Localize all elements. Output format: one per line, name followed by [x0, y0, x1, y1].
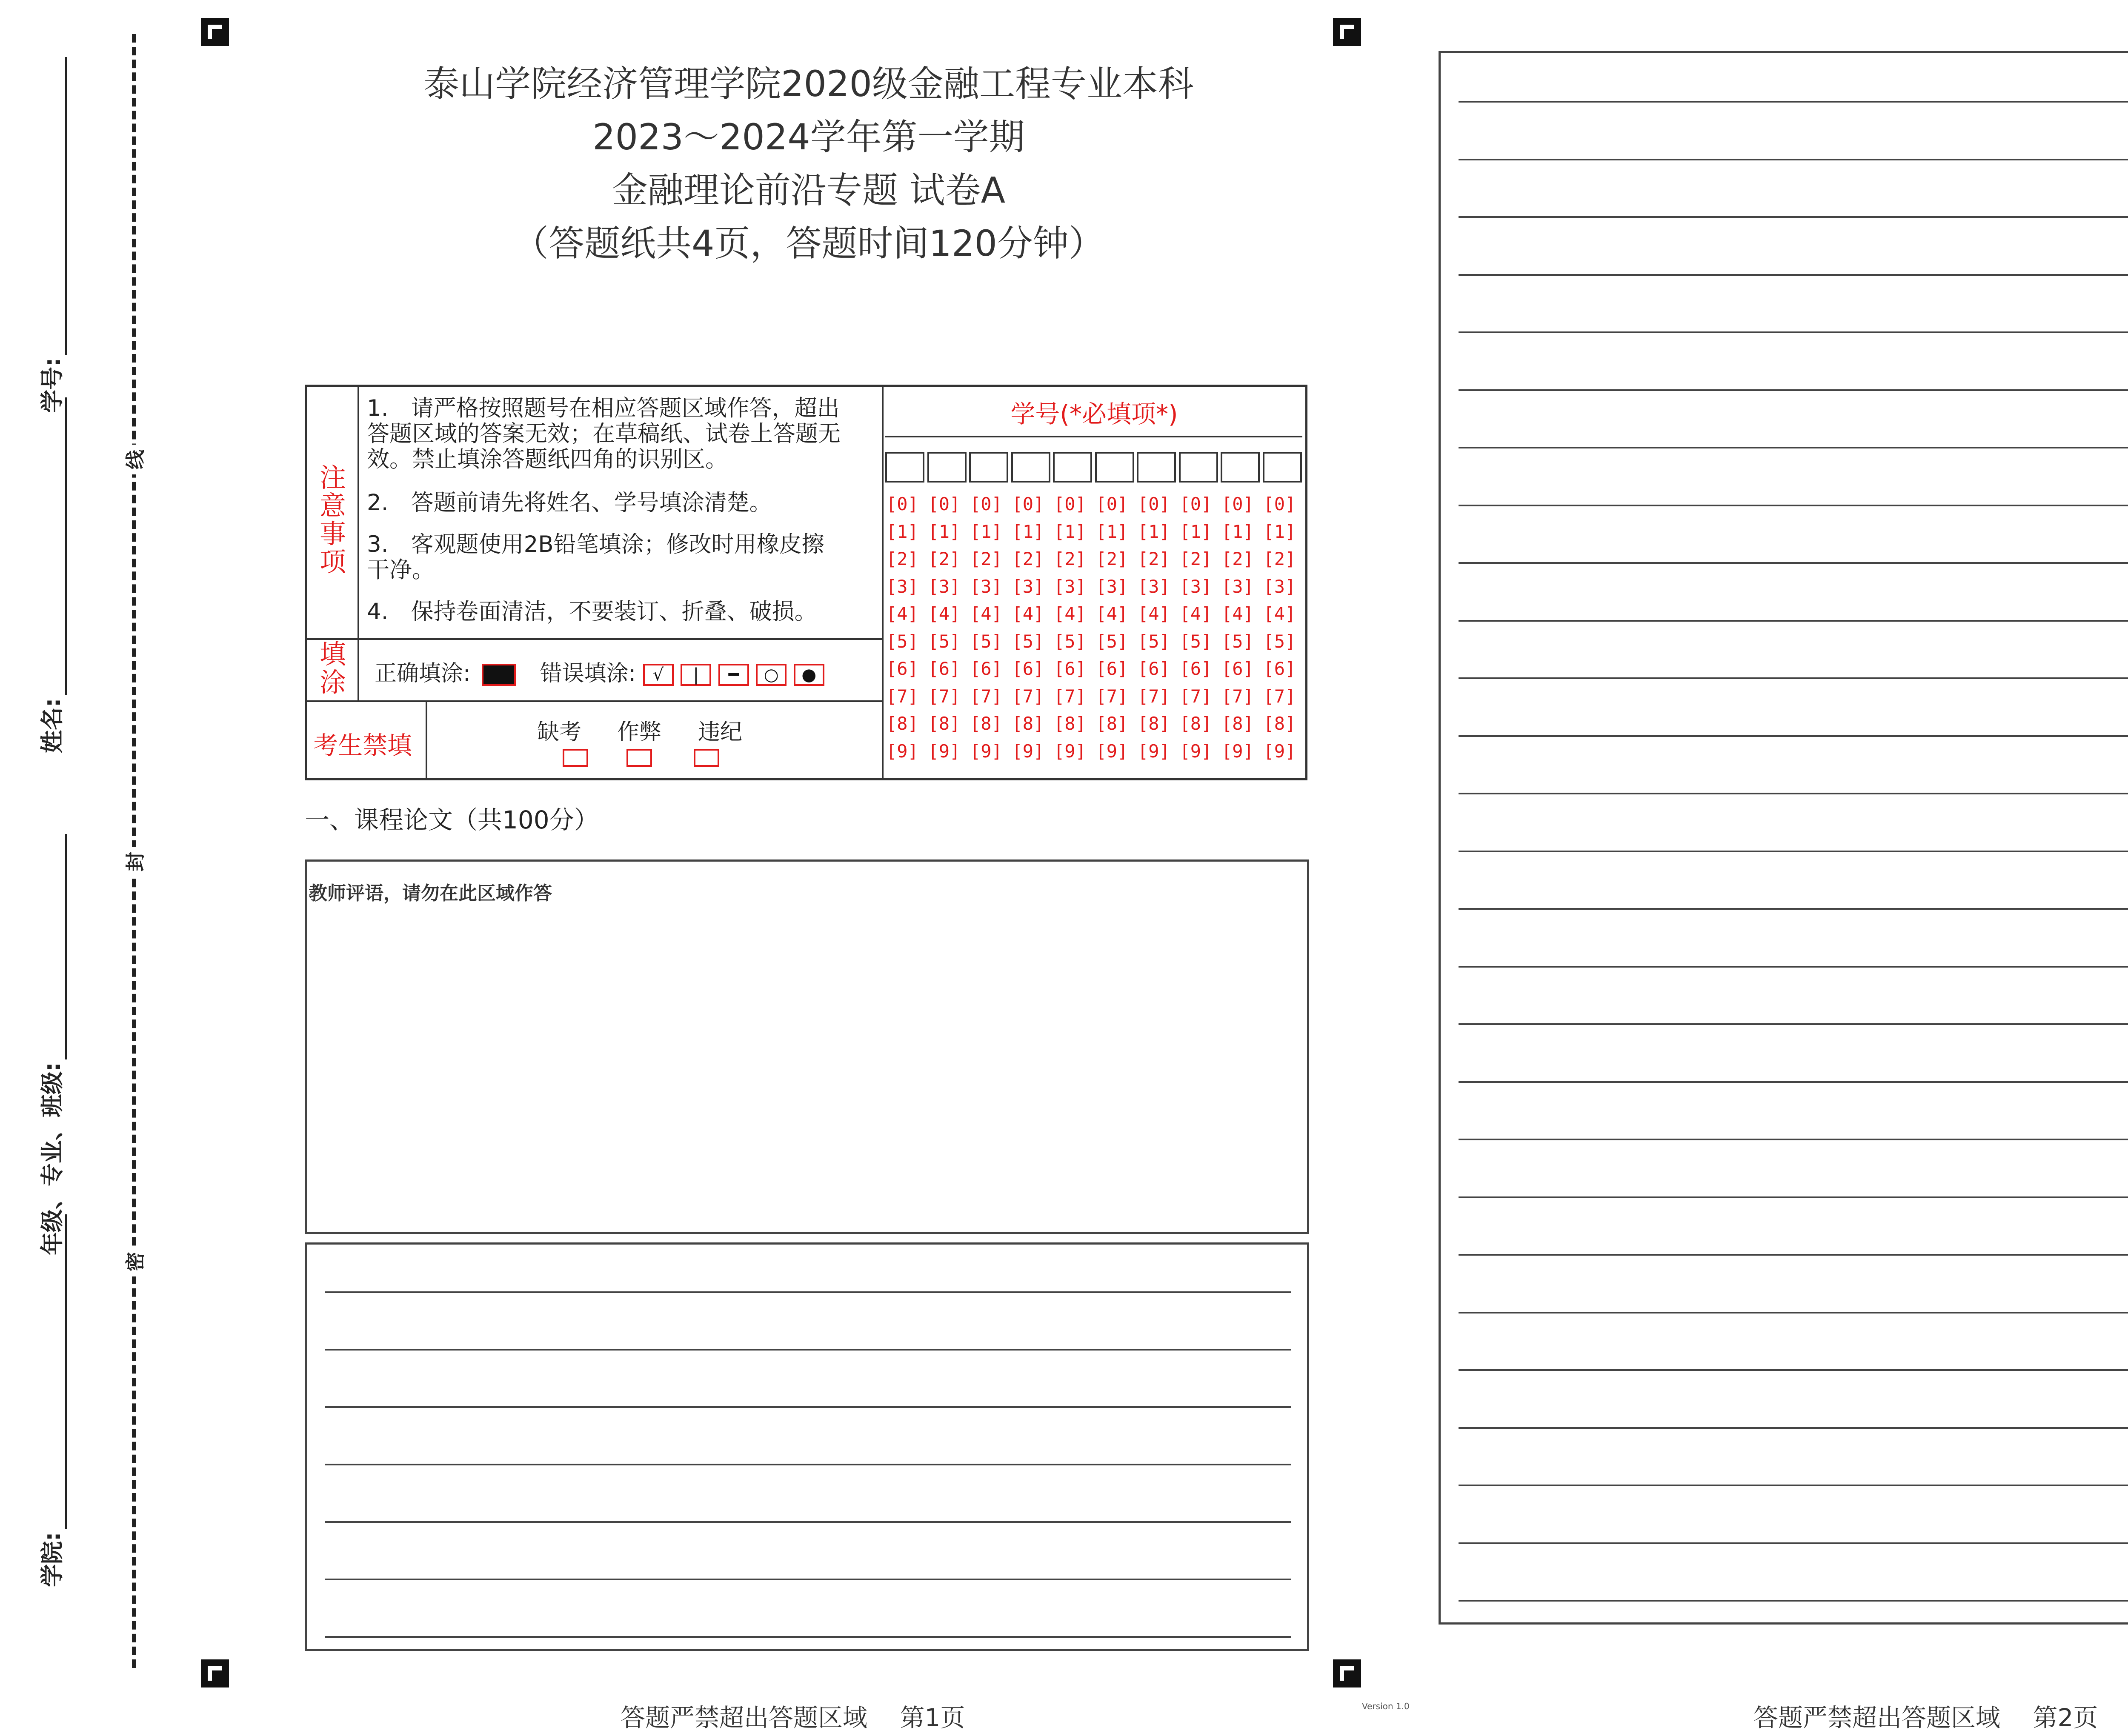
answer-ruled-line: [1459, 1081, 2128, 1083]
answer-area-page1[interactable]: [305, 1242, 1309, 1651]
student-id-bubble[interactable]: [0]: [1012, 494, 1044, 514]
answer-ruled-line: [1459, 908, 2128, 910]
student-id-bubble[interactable]: [3]: [886, 576, 918, 597]
answer-ruled-line: [1459, 966, 2128, 968]
answer-ruled-line: [1459, 1254, 2128, 1256]
student-id-bubble[interactable]: [9]: [1138, 740, 1170, 762]
student-id-bubble[interactable]: [3]: [1095, 576, 1128, 597]
student-id-bubble[interactable]: [1]: [1263, 521, 1296, 542]
footer-page1: 答题严禁超出答题区域 第1页: [621, 1703, 965, 1732]
answer-ruled-line: [1459, 274, 2128, 276]
student-id-bubble[interactable]: [0]: [1054, 494, 1086, 514]
student-id-bubble[interactable]: [5]: [1221, 631, 1254, 652]
student-id-bubble[interactable]: [1]: [1054, 521, 1086, 542]
exam-title-line2: 2023～2024学年第一学期: [592, 116, 1025, 158]
student-id-bubble[interactable]: [5]: [1054, 631, 1086, 652]
answer-ruled-line: [1459, 1196, 2128, 1198]
student-id-bubble[interactable]: [3]: [1221, 576, 1254, 597]
rule-1: 1. 请严格按照题号在相应答题区域作答，超出答题区域的答案无效；在草稿纸、试卷上答题无效。禁止填涂答题纸四角的识别区。: [367, 395, 841, 472]
student-id-bubble[interactable]: [4]: [1179, 603, 1212, 624]
student-id-bubble[interactable]: [0]: [970, 494, 1002, 514]
student-id-bubble[interactable]: [5]: [1179, 631, 1212, 652]
student-id-cell[interactable]: [1179, 452, 1218, 483]
answer-ruled-line: [1459, 1312, 2128, 1313]
student-id-bubble[interactable]: [8]: [970, 713, 1002, 734]
student-id-bubble[interactable]: [1]: [1221, 521, 1254, 542]
class-field[interactable]: [34, 834, 67, 1255]
student-id-bubble[interactable]: [5]: [1012, 631, 1044, 652]
student-id-bubble[interactable]: [6]: [970, 658, 1002, 679]
wrong-dash-mark: ━: [718, 664, 749, 686]
student-id-bubble[interactable]: [2]: [1054, 548, 1086, 569]
student-id-bubble[interactable]: [6]: [1221, 658, 1254, 679]
student-id-cell[interactable]: [1053, 452, 1092, 483]
student-id-bubble[interactable]: [9]: [970, 740, 1002, 762]
student-id-bubble[interactable]: [3]: [928, 576, 961, 597]
student-id-bubble[interactable]: [2]: [1012, 548, 1044, 569]
student-id-bubble[interactable]: [9]: [886, 740, 918, 762]
student-id-divider: [882, 385, 884, 779]
student-id-bubble[interactable]: [9]: [1221, 740, 1254, 762]
student-id-bubble[interactable]: [3]: [1012, 576, 1044, 597]
student-id-bubble[interactable]: [8]: [1263, 713, 1296, 734]
student-id-bubble[interactable]: [2]: [1095, 548, 1128, 569]
student-id-bubble[interactable]: [9]: [1054, 740, 1086, 762]
student-id-bubble[interactable]: [9]: [1012, 740, 1044, 762]
student-id-bubble[interactable]: [8]: [1138, 713, 1170, 734]
answer-ruled-line: [1459, 159, 2128, 160]
answer-ruled-line: [1459, 677, 2128, 679]
correct-fill-label: 正确填涂:: [375, 661, 471, 686]
exam-title-line3: 金融理论前沿专题 试卷A: [612, 169, 1006, 211]
answer-ruled-line: [1459, 793, 2128, 794]
student-id-bubble[interactable]: [7]: [1179, 685, 1212, 707]
student-id-bubble[interactable]: [8]: [1012, 713, 1044, 734]
student-id-bubble[interactable]: [4]: [1095, 603, 1128, 624]
answer-ruled-line: [1459, 735, 2128, 737]
student-id-bubble[interactable]: [7]: [886, 685, 918, 707]
student-id-bubble[interactable]: [4]: [1012, 603, 1044, 624]
notice-left-divider: [358, 385, 359, 700]
alignment-marker-bottom-left: [201, 1659, 229, 1687]
proctor-violation-label: 违纪: [698, 720, 743, 745]
student-id-title: 学号(*必填项*): [1010, 400, 1178, 428]
student-id-bubble[interactable]: [7]: [970, 685, 1002, 707]
student-id-bubble[interactable]: [4]: [1263, 603, 1296, 624]
proctor-divider: [426, 700, 427, 779]
section-title: 一、课程论文（共100分）: [305, 805, 599, 834]
college-field[interactable]: [34, 1214, 67, 1587]
rule-2: 2. 答题前请先将姓名、学号填涂清楚。: [367, 490, 772, 516]
student-id-bubble[interactable]: [4]: [928, 603, 961, 624]
student-id-bubble[interactable]: [5]: [1263, 631, 1296, 652]
student-id-bubble[interactable]: [7]: [928, 685, 961, 707]
student-id-bubble[interactable]: [6]: [1138, 658, 1170, 679]
answer-ruled-line: [1459, 562, 2128, 564]
student-id-bubble[interactable]: [3]: [970, 576, 1002, 597]
proctor-violation-box[interactable]: [694, 749, 719, 767]
wrong-circle-mark: ○: [756, 664, 787, 686]
fill-example-row: [375, 655, 824, 687]
footer-page2: 答题严禁超出答题区域 第2页: [1753, 1703, 2098, 1732]
answer-ruled-line: [1459, 505, 2128, 506]
answer-ruled-line: [325, 1349, 1291, 1351]
student-id-bubble[interactable]: [5]: [970, 631, 1002, 652]
student-id-bubble[interactable]: [1]: [1138, 521, 1170, 542]
student-id-bubble[interactable]: [0]: [928, 494, 961, 514]
answer-ruled-line: [325, 1406, 1291, 1408]
wrong-dot-mark: ●: [794, 664, 824, 686]
wrong-fill-label: 错误填涂:: [540, 661, 636, 686]
student-id-label: 学号:: [39, 357, 66, 413]
answer-ruled-line: [1459, 101, 2128, 103]
student-id-bubble[interactable]: [1]: [1095, 521, 1128, 542]
student-id-bubble[interactable]: [4]: [1054, 603, 1086, 624]
student-id-bubble[interactable]: [7]: [1054, 685, 1086, 707]
student-id-bubble[interactable]: [4]: [886, 603, 918, 624]
student-id-bubble[interactable]: [3]: [1263, 576, 1296, 597]
student-id-bubble[interactable]: [0]: [1179, 494, 1212, 514]
student-id-bubble[interactable]: [6]: [1263, 658, 1296, 679]
student-id-bubble[interactable]: [1]: [1012, 521, 1044, 542]
student-id-bubble[interactable]: [0]: [1095, 494, 1128, 514]
student-id-bubble[interactable]: [7]: [1138, 685, 1170, 707]
student-id-bubble[interactable]: [9]: [1095, 740, 1128, 762]
student-id-bubble[interactable]: [4]: [1138, 603, 1170, 624]
answer-ruled-line: [1459, 331, 2128, 333]
student-id-bubble[interactable]: [7]: [1221, 685, 1254, 707]
answer-ruled-line: [1459, 1427, 2128, 1429]
student-id-bubble[interactable]: [2]: [886, 548, 918, 569]
answer-ruled-line: [1459, 1485, 2128, 1486]
student-id-cell[interactable]: [1137, 452, 1176, 483]
student-id-bubble[interactable]: [8]: [886, 713, 918, 734]
alignment-marker-top-center: [1333, 18, 1361, 46]
answer-ruled-line: [1459, 1023, 2128, 1025]
answer-ruled-line: [325, 1579, 1291, 1580]
answer-ruled-line: [325, 1636, 1291, 1638]
student-id-bubble[interactable]: [1]: [970, 521, 1002, 542]
cut-mark-feng: 封: [123, 847, 145, 877]
proctor-title: 考生禁填: [313, 731, 412, 760]
answer-ruled-line: [1459, 216, 2128, 218]
student-id-bubble[interactable]: [3]: [1054, 576, 1086, 597]
wrong-check-mark: √: [643, 664, 674, 686]
student-id-cell[interactable]: [1221, 452, 1260, 483]
answer-ruled-line: [1459, 389, 2128, 391]
student-id-bubble[interactable]: [6]: [886, 658, 918, 679]
student-id-bubble[interactable]: [7]: [1095, 685, 1128, 707]
class-label: 年级、专业、班级:: [39, 1062, 66, 1255]
answer-area-page2[interactable]: [1439, 51, 2128, 1625]
student-id-bubble[interactable]: [1]: [928, 521, 961, 542]
student-id-bubble[interactable]: [5]: [1095, 631, 1128, 652]
alignment-marker-top-left: [201, 18, 229, 46]
teacher-comment-note: 教师评语，请勿在此区域作答: [309, 882, 552, 904]
student-id-field[interactable]: [34, 57, 67, 413]
student-id-bubble[interactable]: [4]: [970, 603, 1002, 624]
student-id-bubble[interactable]: [9]: [1263, 740, 1296, 762]
student-id-cell[interactable]: [969, 452, 1008, 483]
student-id-bubble[interactable]: [0]: [1263, 494, 1296, 514]
proctor-cheat-box[interactable]: [626, 749, 652, 767]
student-id-bubble[interactable]: [6]: [1054, 658, 1086, 679]
student-id-cell[interactable]: [1011, 452, 1050, 483]
proctor-absent-label: 缺考: [537, 720, 582, 745]
fill-title: 填涂: [319, 639, 346, 698]
answer-ruled-line: [325, 1521, 1291, 1523]
fill-bottom-divider: [306, 700, 883, 702]
alignment-marker-bottom-center: [1333, 1659, 1361, 1687]
student-id-bubble[interactable]: [0]: [1138, 494, 1170, 514]
student-id-bubble[interactable]: [8]: [928, 713, 961, 734]
answer-ruled-line: [1459, 1139, 2128, 1140]
student-id-bubble[interactable]: [5]: [928, 631, 961, 652]
answer-ruled-line: [1459, 447, 2128, 448]
college-label: 学院:: [39, 1532, 66, 1587]
rules-bottom-divider: [306, 638, 883, 640]
answer-ruled-line: [325, 1291, 1291, 1293]
name-field[interactable]: [34, 397, 67, 753]
student-id-bubble[interactable]: [3]: [1179, 576, 1212, 597]
student-id-cell[interactable]: [1263, 452, 1302, 483]
student-id-bubble[interactable]: [2]: [1179, 548, 1212, 569]
student-id-bubble[interactable]: [1]: [886, 521, 918, 542]
cut-mark-xian: 线: [123, 445, 145, 474]
student-id-bubble[interactable]: [3]: [1138, 576, 1170, 597]
notice-title: 注意事项: [319, 462, 346, 577]
name-label: 姓名:: [39, 698, 66, 753]
student-id-title-divider: [885, 436, 1302, 437]
student-id-cell[interactable]: [1095, 452, 1134, 483]
exam-title-line4: （答题纸共4页，答题时间120分钟）: [513, 223, 1104, 264]
student-id-bubble[interactable]: [2]: [1263, 548, 1296, 569]
student-id-bubble[interactable]: [0]: [1221, 494, 1254, 514]
student-id-bubble[interactable]: [8]: [1054, 713, 1086, 734]
student-id-bubble[interactable]: [7]: [1012, 685, 1044, 707]
student-id-bubble[interactable]: [9]: [1179, 740, 1212, 762]
student-id-bubble[interactable]: [8]: [1221, 713, 1254, 734]
answer-ruled-line: [1459, 1542, 2128, 1544]
answer-ruled-line: [1459, 851, 2128, 852]
version-label: Version 1.0: [1362, 1701, 1410, 1711]
student-id-cell[interactable]: [885, 452, 924, 483]
rule-3: 3. 客观题使用2B铅笔填涂；修改时用橡皮擦干净。: [367, 531, 824, 583]
student-id-bubble[interactable]: [6]: [1012, 658, 1044, 679]
rule-4: 4. 保持卷面清洁，不要装订、折叠、破损。: [367, 599, 817, 625]
answer-ruled-line: [325, 1464, 1291, 1465]
wrong-bar-mark: |: [681, 664, 711, 686]
student-id-bubble[interactable]: [0]: [886, 494, 918, 514]
student-id-bubble[interactable]: [2]: [928, 548, 961, 569]
proctor-absent-box[interactable]: [563, 749, 588, 767]
student-id-bubble[interactable]: [6]: [1095, 658, 1128, 679]
student-id-bubble[interactable]: [6]: [1179, 658, 1212, 679]
teacher-comment-box: [305, 859, 1309, 1234]
answer-ruled-line: [1459, 620, 2128, 622]
student-id-bubble[interactable]: [2]: [970, 548, 1002, 569]
exam-title-line1: 泰山学院经济管理学院2020级金融工程专业本科: [423, 63, 1194, 105]
student-id-bubble[interactable]: [2]: [1221, 548, 1254, 569]
student-id-bubble[interactable]: [2]: [1138, 548, 1170, 569]
student-id-bubble[interactable]: [5]: [1138, 631, 1170, 652]
student-id-bubble[interactable]: [8]: [1095, 713, 1128, 734]
answer-ruled-line: [1459, 1600, 2128, 1602]
student-id-bubble[interactable]: [5]: [886, 631, 918, 652]
answer-ruled-line: [1459, 1369, 2128, 1371]
student-id-bubble[interactable]: [7]: [1263, 685, 1296, 707]
cut-mark-mi: 密: [123, 1247, 145, 1276]
proctor-cheat-label: 作弊: [617, 720, 662, 745]
correct-fill-sample: [482, 664, 516, 686]
student-id-bubble[interactable]: [8]: [1179, 713, 1212, 734]
student-id-bubble[interactable]: [4]: [1221, 603, 1254, 624]
student-id-bubble[interactable]: [6]: [928, 658, 961, 679]
student-id-bubble[interactable]: [9]: [928, 740, 961, 762]
student-id-bubble[interactable]: [1]: [1179, 521, 1212, 542]
student-id-cell[interactable]: [927, 452, 967, 483]
